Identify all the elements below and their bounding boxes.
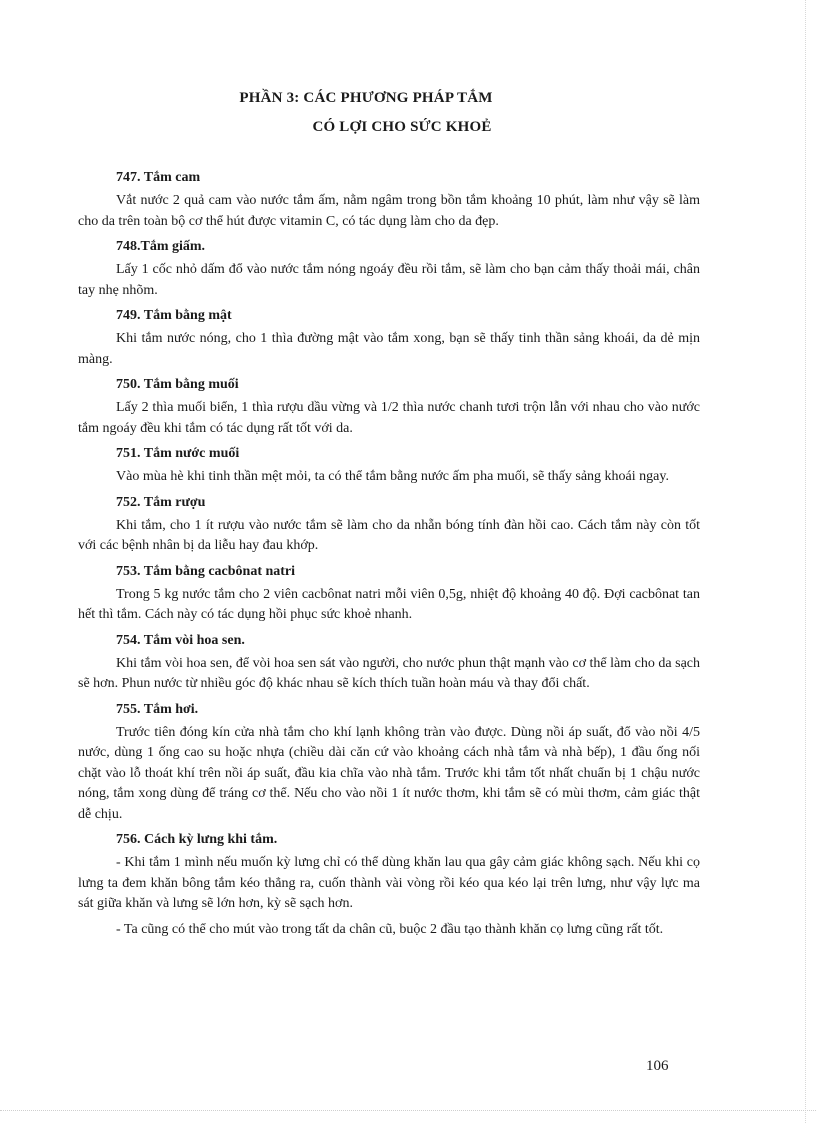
section-paragraph: - Ta cũng có thể cho mút vào trong tất da chân cũ, buộc 2 đầu tạo thành khăn cọ lưng cũng rất tốt. <box>116 921 664 937</box>
title-line-2: CÓ LỢI CHO SỨC KHOẺ <box>312 119 492 135</box>
section <box>78 444 700 488</box>
section-heading: 747. Tắm cam <box>116 170 201 185</box>
page-title <box>78 84 700 142</box>
section-paragraph: Vắt nước 2 quả cam vào nước tắm ấm, nằm ngâm trong bồn tắm khoảng 10 phút, làm như vậy sẽ làm cho da trên toàn bộ cơ thể hút được vitamin C, có tác dụng làm cho da đẹp. <box>78 193 700 229</box>
section-heading: 751. Tắm nước muối <box>116 446 240 461</box>
page-edge-right <box>805 0 806 1123</box>
section-heading: 752. Tắm rượu <box>116 494 206 510</box>
section <box>78 168 700 232</box>
section-paragraph: Trước tiên đóng kín cửa nhà tắm cho khí lạnh không tràn vào được. Dùng nồi áp suất, đổ vào nồi 4/5 nước, dùng 1 ống cao su hoặc nhựa (chiều dài căn cứ vào khoảng cách nhà tắm và nhà bếp), 1 đầu ống nối chặt vào lỗ thoát khí trên nồi áp suất, đầu kia chĩa vào nhà tắm. Trước khi tắm tốt nhất chuẩn bị 1 chậu nước nóng, tắm xong dùng để tráng cơ thể. Nếu cho vào nồi 1 ít nước thơm, khi tắm sẽ có mùi thơm, cảm giác thật dễ chịu. <box>78 724 700 822</box>
section <box>78 237 700 301</box>
title-line-1: PHẦN 3: CÁC PHƯƠNG PHÁP TẮM <box>239 90 493 106</box>
section-heading: 754. Tắm vòi hoa sen. <box>116 632 245 648</box>
section-paragraph: Khi tắm vòi hoa sen, để vòi hoa sen sát vào người, cho nước phun thật mạnh vào cơ thể làm cho da sạch sẽ hơn. Phun nước từ nhiều góc độ khác nhau sẽ kích thích tuần hoàn máu và thay đổi chất. <box>78 655 700 691</box>
section <box>78 830 700 940</box>
section-heading: 756. Cách kỳ lưng khi tắm. <box>116 832 278 847</box>
section <box>78 562 700 626</box>
section <box>78 375 700 439</box>
section-heading: 755. Tắm hơi. <box>116 701 199 717</box>
section-paragraph: - Khi tắm 1 mình nếu muốn kỳ lưng chỉ có thể dùng khăn lau qua gây cảm giác không sạch. Nếu khi cọ lưng ta đem khăn bông tắm kéo thẳng ra, cuốn thành vài vòng rồi kéo qua kéo lại trên lưng, như vậy lực ma sát giữa khăn và lưng sẽ lớn hơn, kỳ sẽ sạch hơn. <box>78 855 700 911</box>
section <box>78 493 700 557</box>
section-paragraph: Vào mùa hè khi tinh thần mệt mỏi, ta có thể tắm bằng nước ấm pha muối, sẽ thấy sảng khoái ngay. <box>116 469 669 484</box>
section <box>78 700 700 826</box>
section-paragraph: Trong 5 kg nước tắm cho 2 viên cacbônat natri mỗi viên 0,5g, nhiệt độ khoảng 40 độ. Đợi cacbônat tan hết thì tắm. Cách này có tác dụng hồi phục sức khoẻ nhanh. <box>78 586 700 622</box>
section-list <box>78 168 700 940</box>
section-heading: 753. Tắm bằng cacbônat natri <box>116 563 296 579</box>
section-heading: 748.Tắm giấm. <box>116 239 206 254</box>
section-paragraph: Khi tắm, cho 1 ít rượu vào nước tắm sẽ làm cho da nhẵn bóng tính đàn hồi cao. Cách tắm này còn tốt với các bệnh nhân bị da liễu hay đau khớp. <box>78 517 700 553</box>
section <box>78 306 700 370</box>
section-heading: 749. Tắm bằng mật <box>116 308 232 323</box>
section-paragraph: Lấy 1 cốc nhỏ dấm đổ vào nước tắm nóng ngoáy đều rồi tắm, sẽ làm cho bạn cảm thấy thoải mái, chân tay nhẹ nhõm. <box>78 262 700 298</box>
page-edge-bottom <box>0 1110 816 1111</box>
section-paragraph: Lấy 2 thìa muối biển, 1 thìa rượu dầu vừng và 1/2 thìa nước chanh tươi trộn lẫn với nhau cho vào nước tắm ngoáy đều khi tắm có tác dụng rất tốt với da. <box>78 400 700 436</box>
section-paragraph: Khi tắm nước nóng, cho 1 thìa đường mật vào tắm xong, bạn sẽ thấy tinh thần sảng khoái, da dẻ mịn màng. <box>78 331 700 367</box>
page-number: 106 <box>646 1058 669 1074</box>
section <box>78 631 700 695</box>
document-body <box>78 84 700 945</box>
section-heading: 750. Tắm bằng muối <box>116 377 239 392</box>
